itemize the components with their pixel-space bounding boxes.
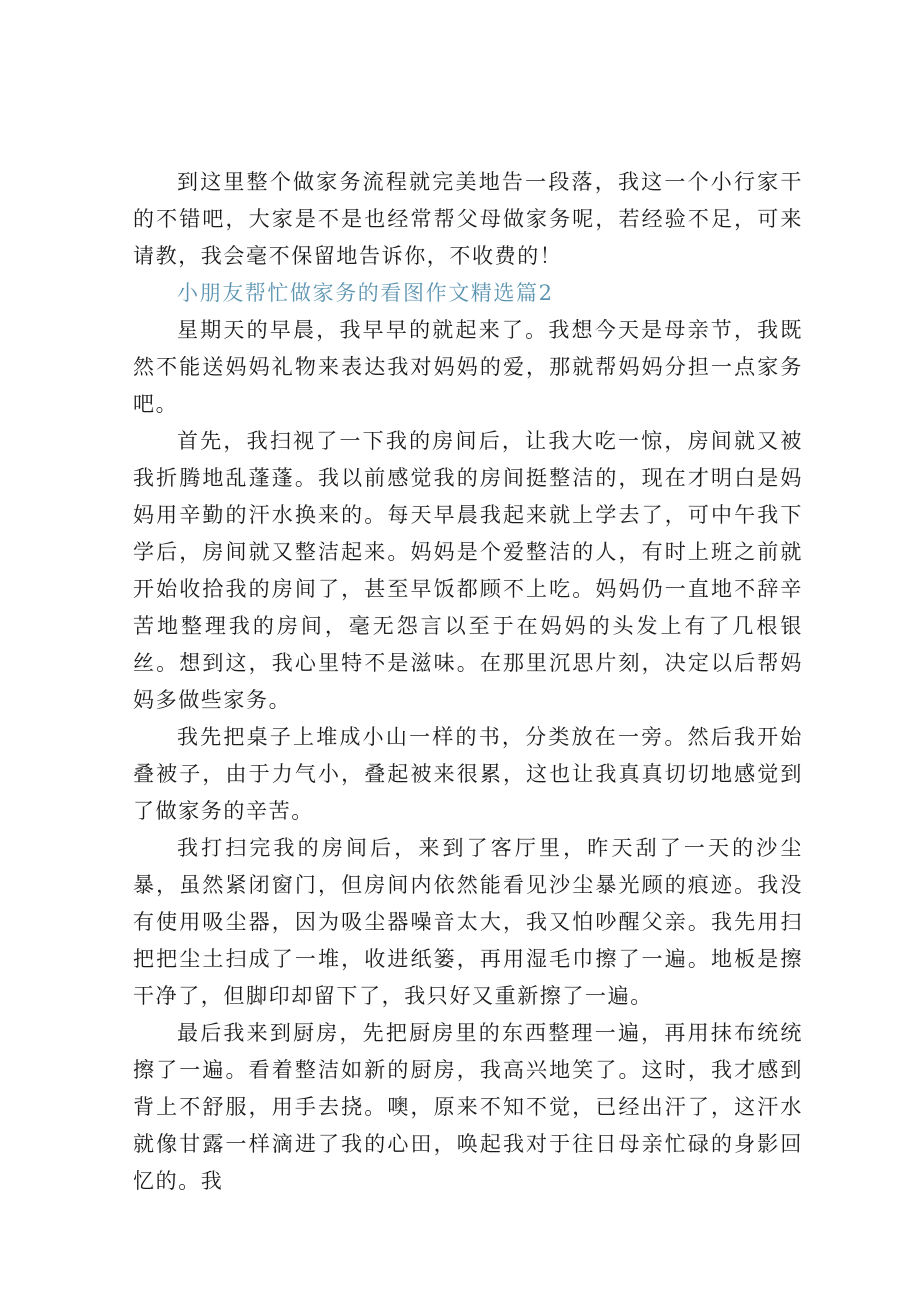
paragraph-mothers-day: 星期天的早晨，我早早的就起来了。我想今天是母亲节，我既然不能送妈妈礼物来表达我对妈妈的爱，那就帮妈妈分担一点家务吧。 <box>133 318 803 416</box>
paragraph-kitchen: 最后我来到厨房，先把厨房里的东西整理一遍，再用抹布统统擦了一遍。看着整洁如新的厨房，我高兴地笑了。这时，我才感到背上不舒服，用手去挠。噢，原来不知不觉，已经出汗了，这汗水就像甘露一样滴进了我的心田，唤起我对于往日母亲忙碌的身影回忆的。我 <box>133 1021 803 1193</box>
document-page <box>133 164 803 1200</box>
paragraph-living-room: 我打扫完我的房间后，来到了客厅里，昨天刮了一天的沙尘暴，虽然紧闭窗门，但房间内依然能看见沙尘暴光顾的痕迹。我没有使用吸尘器，因为吸尘器噪音太大，我又怕吵醒父亲。我先用扫把把尘土扫成了一堆，收进纸篓，再用湿毛巾擦了一遍。地板是擦干净了，但脚印却留下了，我只好又重新擦了一遍。 <box>133 836 803 1008</box>
paragraph-books-quilt: 我先把桌子上堆成小山一样的书，分类放在一旁。然后我开始叠被子，由于力气小，叠起被来很累，这也让我真真切切地感觉到了做家务的辛苦。 <box>133 725 803 823</box>
intro-paragraph: 到这里整个做家务流程就完美地告一段落，我这一个小行家干的不错吧，大家是不是也经常帮父母做家务呢，若经验不足，可来请教，我会毫不保留地告诉你，不收费的！ <box>133 170 803 268</box>
paragraph-bedroom: 首先，我扫视了一下我的房间后，让我大吃一惊，房间就又被我折腾地乱蓬蓬。我以前感觉我的房间挺整洁的，现在才明白是妈妈用辛勤的汗水换来的。每天早晨我起来就上学去了，可中午我下学后，房间就又整洁起来。妈妈是个爱整洁的人，有时上班之前就开始收拾我的房间了，甚至早饭都顾不上吃。妈妈仍一直地不辞辛苦地整理我的房间，毫无怨言以至于在妈妈的头发上有了几根银丝。想到这，我心里特不是滋味。在那里沉思片刻，决定以后帮妈妈多做些家务。 <box>133 429 803 712</box>
section-heading: 小朋友帮忙做家务的看图作文精选篇2 <box>177 281 554 305</box>
